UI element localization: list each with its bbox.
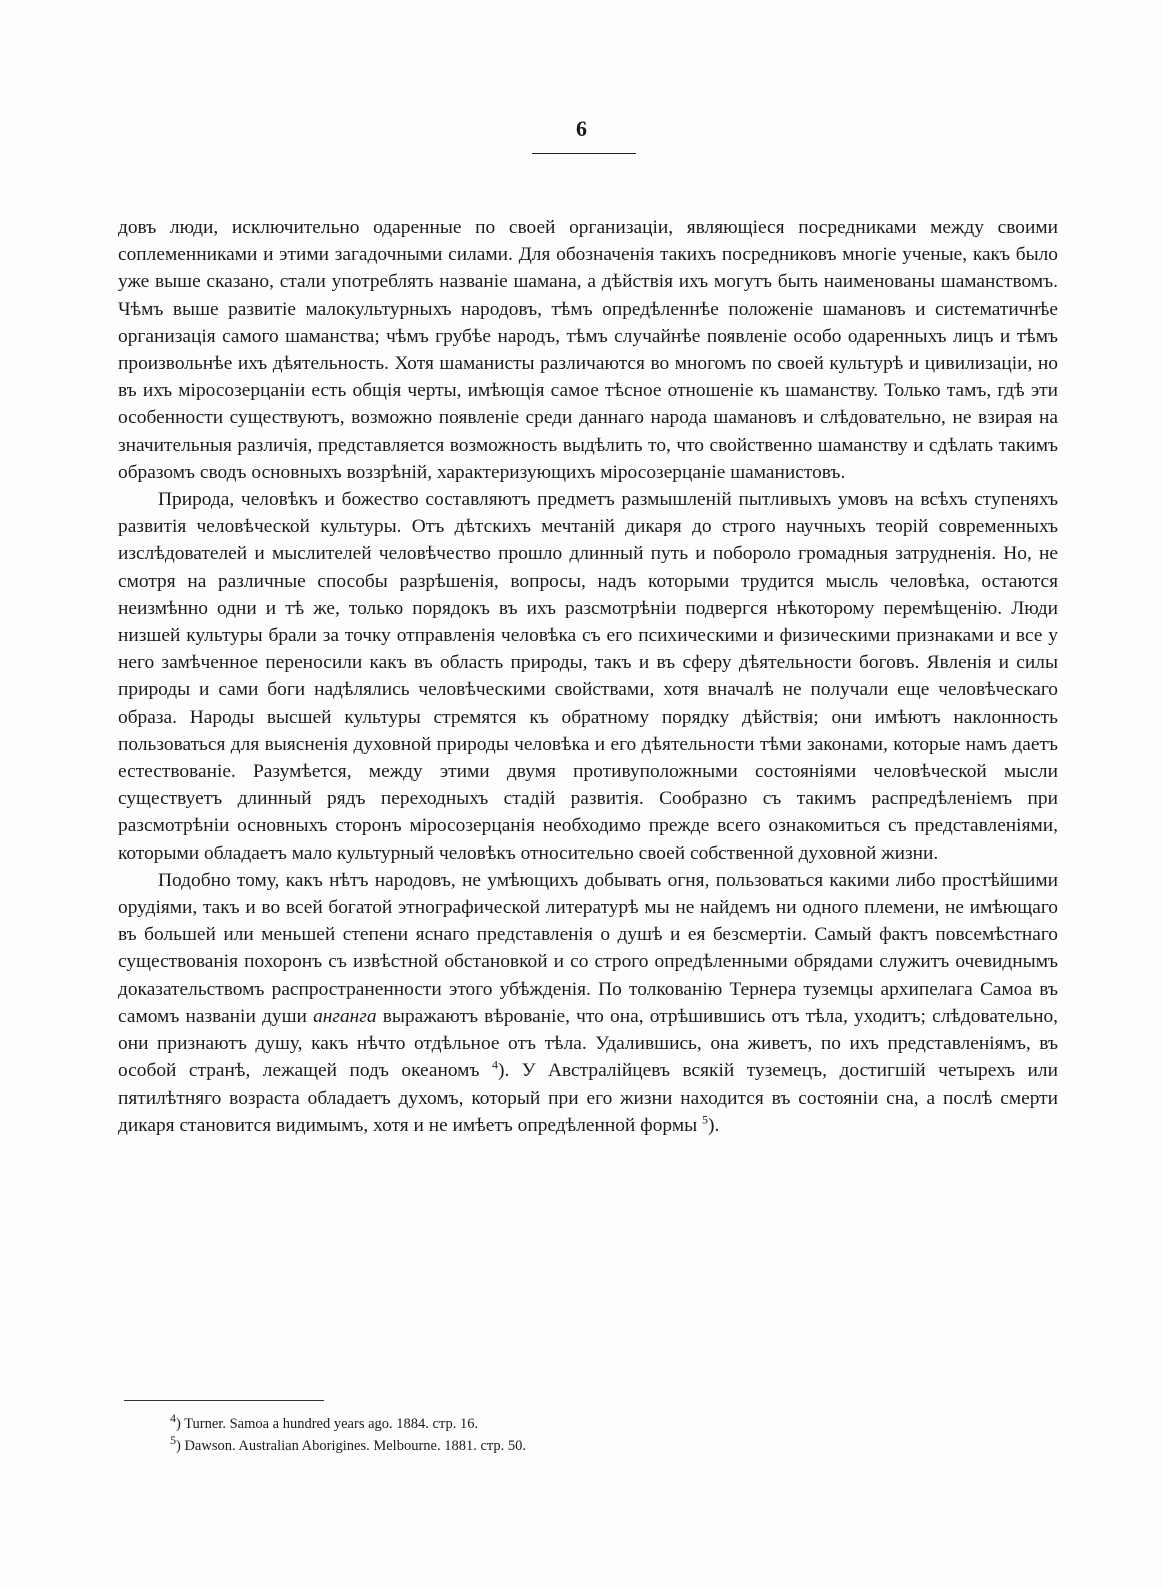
paragraph-3-text-after: ). У Австралійцевъ всякій туземецъ, достигшій четырехъ или пятилѣтняго возраста обладаетъ духомъ, который при его жизни находится въ состояніи сна, а послѣ смерти дикаря становится видимымъ, хотя и не имѣетъ опредѣленной формы: [118, 1060, 1058, 1136]
header-rule: [532, 153, 636, 154]
footnote-text: ) Turner. Samoa a hundred years ago. 1884. стр. 16.: [176, 1416, 479, 1432]
footnote-ref-5[interactable]: 5: [701, 1112, 708, 1127]
footnotes: [170, 1413, 1050, 1457]
italic-term: анганга: [313, 1005, 377, 1027]
footnote-mark: 4: [170, 1411, 176, 1426]
page-number: 6: [576, 116, 587, 141]
body-text: [118, 214, 1058, 1139]
footnote-text: ) Dawson. Australian Aborigines. Melbourne. 1881. стр. 50.: [176, 1438, 527, 1454]
paragraph-3-text-before: Подобно тому, какъ нѣтъ народовъ, не умѣющихъ добывать огня, пользоваться какими либо простѣйшими орудіями, такъ и во всей богатой этнографической литературѣ мы не найдемъ ни одного племени, не имѣющаго въ большей или меньшей степени яснаго представленія о душѣ и ея безсмертіи. Самый фактъ повсемѣстнаго существованія похоронъ съ извѣстной обстановкой и со строго опредѣленными обрядами служитъ очевиднымъ доказательствомъ распространенности этого убѣжденія. По толкованію Тернера туземцы архипелага Самоа въ самомъ названіи души: [118, 869, 1058, 1027]
footnote-mark: 5: [170, 1433, 176, 1448]
footnote-4: [170, 1413, 1050, 1435]
paragraph-3-text-end: ).: [707, 1114, 720, 1136]
footnote-ref-4[interactable]: 4: [491, 1057, 498, 1072]
footnote-5: [170, 1435, 1050, 1457]
paragraph-1: довъ люди, исключительно одаренные по своей организаціи, являющіеся посредниками между своими соплеменниками и этими загадочными силами. Для обозначенія такихъ посредниковъ многіе ученые, какъ было уже выше сказано, стали употреблять названіе шамана, а дѣйствія ихъ могутъ быть наименованы шаманствомъ. Чѣмъ выше развитіе малокультурныхъ народовъ, тѣмъ опредѣленнѣе положеніе шамановъ и систематичнѣе организація самого шаманства; чѣмъ грубѣе народъ, тѣмъ случайнѣе появленіе особо одаренныхъ лицъ и тѣмъ произвольнѣе ихъ дѣятельность. Хотя шаманисты различаются во многомъ по своей культурѣ и цивилизаціи, но въ ихъ міросозерцаніи есть общія черты, имѣющія самое тѣсное отношеніе къ шаманству. Только тамъ, гдѣ эти особенности существуютъ, возможно появленіе среди даннаго народа шамановъ и слѣдовательно, не взирая на значительныя различія, представляется возможность выдѣлить то, что свойственно шаманству и сдѣлать такимъ образомъ сводъ основныхъ воззрѣній, характеризующихъ міросозерцаніе шаманистовъ.: [118, 217, 1058, 483]
paragraph-2: Природа, человѣкъ и божество составляютъ предметъ размышленій пытливыхъ умовъ на всѣхъ ступеняхъ развитія человѣческой культуры. Отъ дѣтскихъ мечтаній дикаря до строго научныхъ теорій современныхъ изслѣдователей и мыслителей человѣчество прошло длинный путь и побороло громадныя затрудненія. Но, не смотря на различные способы разрѣшенія, вопросы, надъ которыми трудится мысль человѣка, остаются неизмѣнно одни и тѣ же, только порядокъ въ ихъ разсмотрѣніи подвергся нѣкоторому перемѣщенію. Люди низшей культуры брали за точку отправленія человѣка съ его психическими и физическими признаками и все у него замѣченное переносили какъ въ область природы, такъ и въ сферу дѣятельности боговъ. Явленія и силы природы и сами боги надѣлялись человѣческими свойствами, хотя вначалѣ не получали еще человѣческаго образа. Народы высшей культуры стремятся къ обратному порядку дѣйствія; они имѣютъ наклонность пользоваться для выясненія духовной природы человѣка и его дѣятельности тѣми законами, которые намъ даетъ естествованіе. Разумѣется, между этими двумя противуположными состояніями человѣческой мысли существуетъ длинный рядъ переходныхъ стадій развитія. Сообразно съ такимъ распредѣленіемъ при разсмотрѣніи основныхъ сторонъ міросозерцанія необходимо прежде всего ознакомиться съ представленіями, которыми обладаетъ мало культурный человѣкъ относительно своей собственной духовной жизни.: [118, 489, 1058, 864]
paragraph-3: [118, 867, 1058, 1139]
footnote-rule: [124, 1400, 324, 1401]
paragraph-3-text-middle: выражаютъ вѣрованіе, что она, отрѣшившись отъ тѣла, уходитъ; слѣдовательно, они признаютъ душу, какъ нѣчто отдѣльное отъ тѣла. Удалившись, она живетъ, по ихъ представленіямъ, въ особой странѣ, лежащей подъ океаномъ: [118, 1005, 1058, 1082]
